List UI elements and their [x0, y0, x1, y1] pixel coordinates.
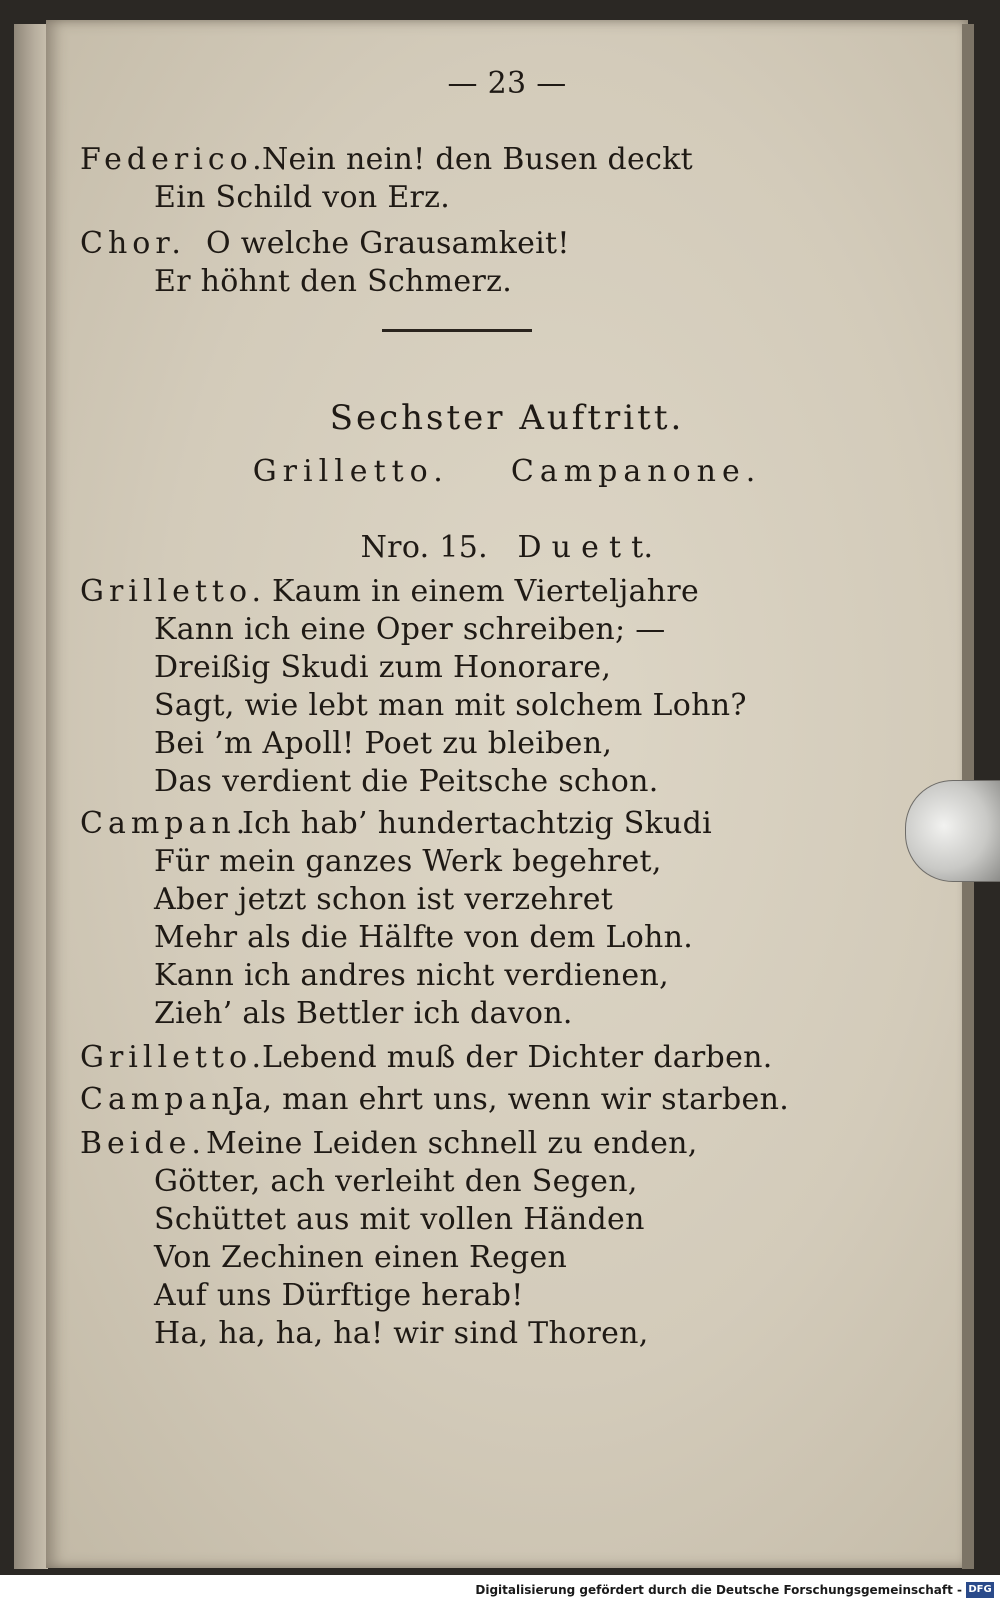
verse-line: Kaum in einem Vierteljahre — [272, 574, 700, 609]
verse-line: Götter, ach verleiht den Segen, — [154, 1164, 638, 1199]
scene-title: Sechster Auftritt. — [329, 398, 685, 438]
verse-line: Ja, man ehrt uns, wenn wir starben. — [232, 1082, 790, 1117]
verse-line: Von Zechinen einen Regen — [154, 1240, 568, 1275]
section-divider — [382, 329, 532, 332]
verse-line: Ha, ha, ha, ha! wir sind Thoren, — [154, 1316, 649, 1351]
verse-line: Kann ich eine Oper schreiben; — — [154, 612, 666, 647]
verse-line: Sagt, wie lebt man mit solchem Lohn? — [154, 688, 747, 723]
speaker-label: Federico. — [80, 142, 267, 177]
book-gutter — [14, 24, 48, 1569]
verse-line: Nein nein! den Busen deckt — [262, 142, 694, 177]
verse-line: Kann ich andres nicht verdienen, — [154, 958, 669, 993]
verse-line: Mehr als die Hälfte von dem Lohn. — [154, 920, 694, 955]
scene-persons: Grilletto. Campanone. — [252, 454, 762, 489]
verse-line: Das verdient die Peitsche schon. — [154, 764, 659, 799]
verse-line: Ich hab’ hundertachtzig Skudi — [242, 806, 713, 841]
verse-line: Schüttet aus mit vollen Händen — [154, 1202, 645, 1237]
speaker-label: Campan. — [80, 1082, 251, 1117]
verse-line: Bei ’m Apoll! Poet zu bleiben, — [154, 726, 613, 761]
verse-line: Lebend muß der Dichter darben. — [262, 1040, 773, 1075]
speaker-label: Beide. — [80, 1126, 206, 1161]
dfg-logo: DFG — [966, 1582, 994, 1598]
verse-line: Auf uns Dürftige herab! — [154, 1278, 524, 1313]
speaker-label: Grilletto. — [80, 1040, 267, 1075]
speaker-label: Campan. — [80, 806, 251, 841]
page-clip — [905, 780, 1000, 882]
footer-credit: Digitalisierung gefördert durch die Deutsche Forschungsgemeinschaft - — [475, 1583, 962, 1597]
verse-line: Für mein ganzes Werk begehret, — [154, 844, 662, 879]
verse-line: Dreißig Skudi zum Honorare, — [154, 650, 612, 685]
speaker-label: Chor. — [80, 226, 186, 261]
speaker-label: Grilletto. — [80, 574, 267, 609]
verse-line: Ein Schild von Erz. — [154, 180, 451, 215]
page-number: — 23 — — [447, 66, 567, 101]
verse-line: Er höhnt den Schmerz. — [154, 264, 513, 299]
verse-line: Meine Leiden schnell zu enden, — [206, 1126, 698, 1161]
verse-line: Zieh’ als Bettler ich davon. — [154, 996, 573, 1031]
number-heading: Nro. 15. D u e t t. — [360, 530, 654, 565]
verse-line: O welche Grausamkeit! — [206, 226, 570, 261]
verse-line: Aber jetzt schon ist verzehret — [154, 882, 614, 917]
